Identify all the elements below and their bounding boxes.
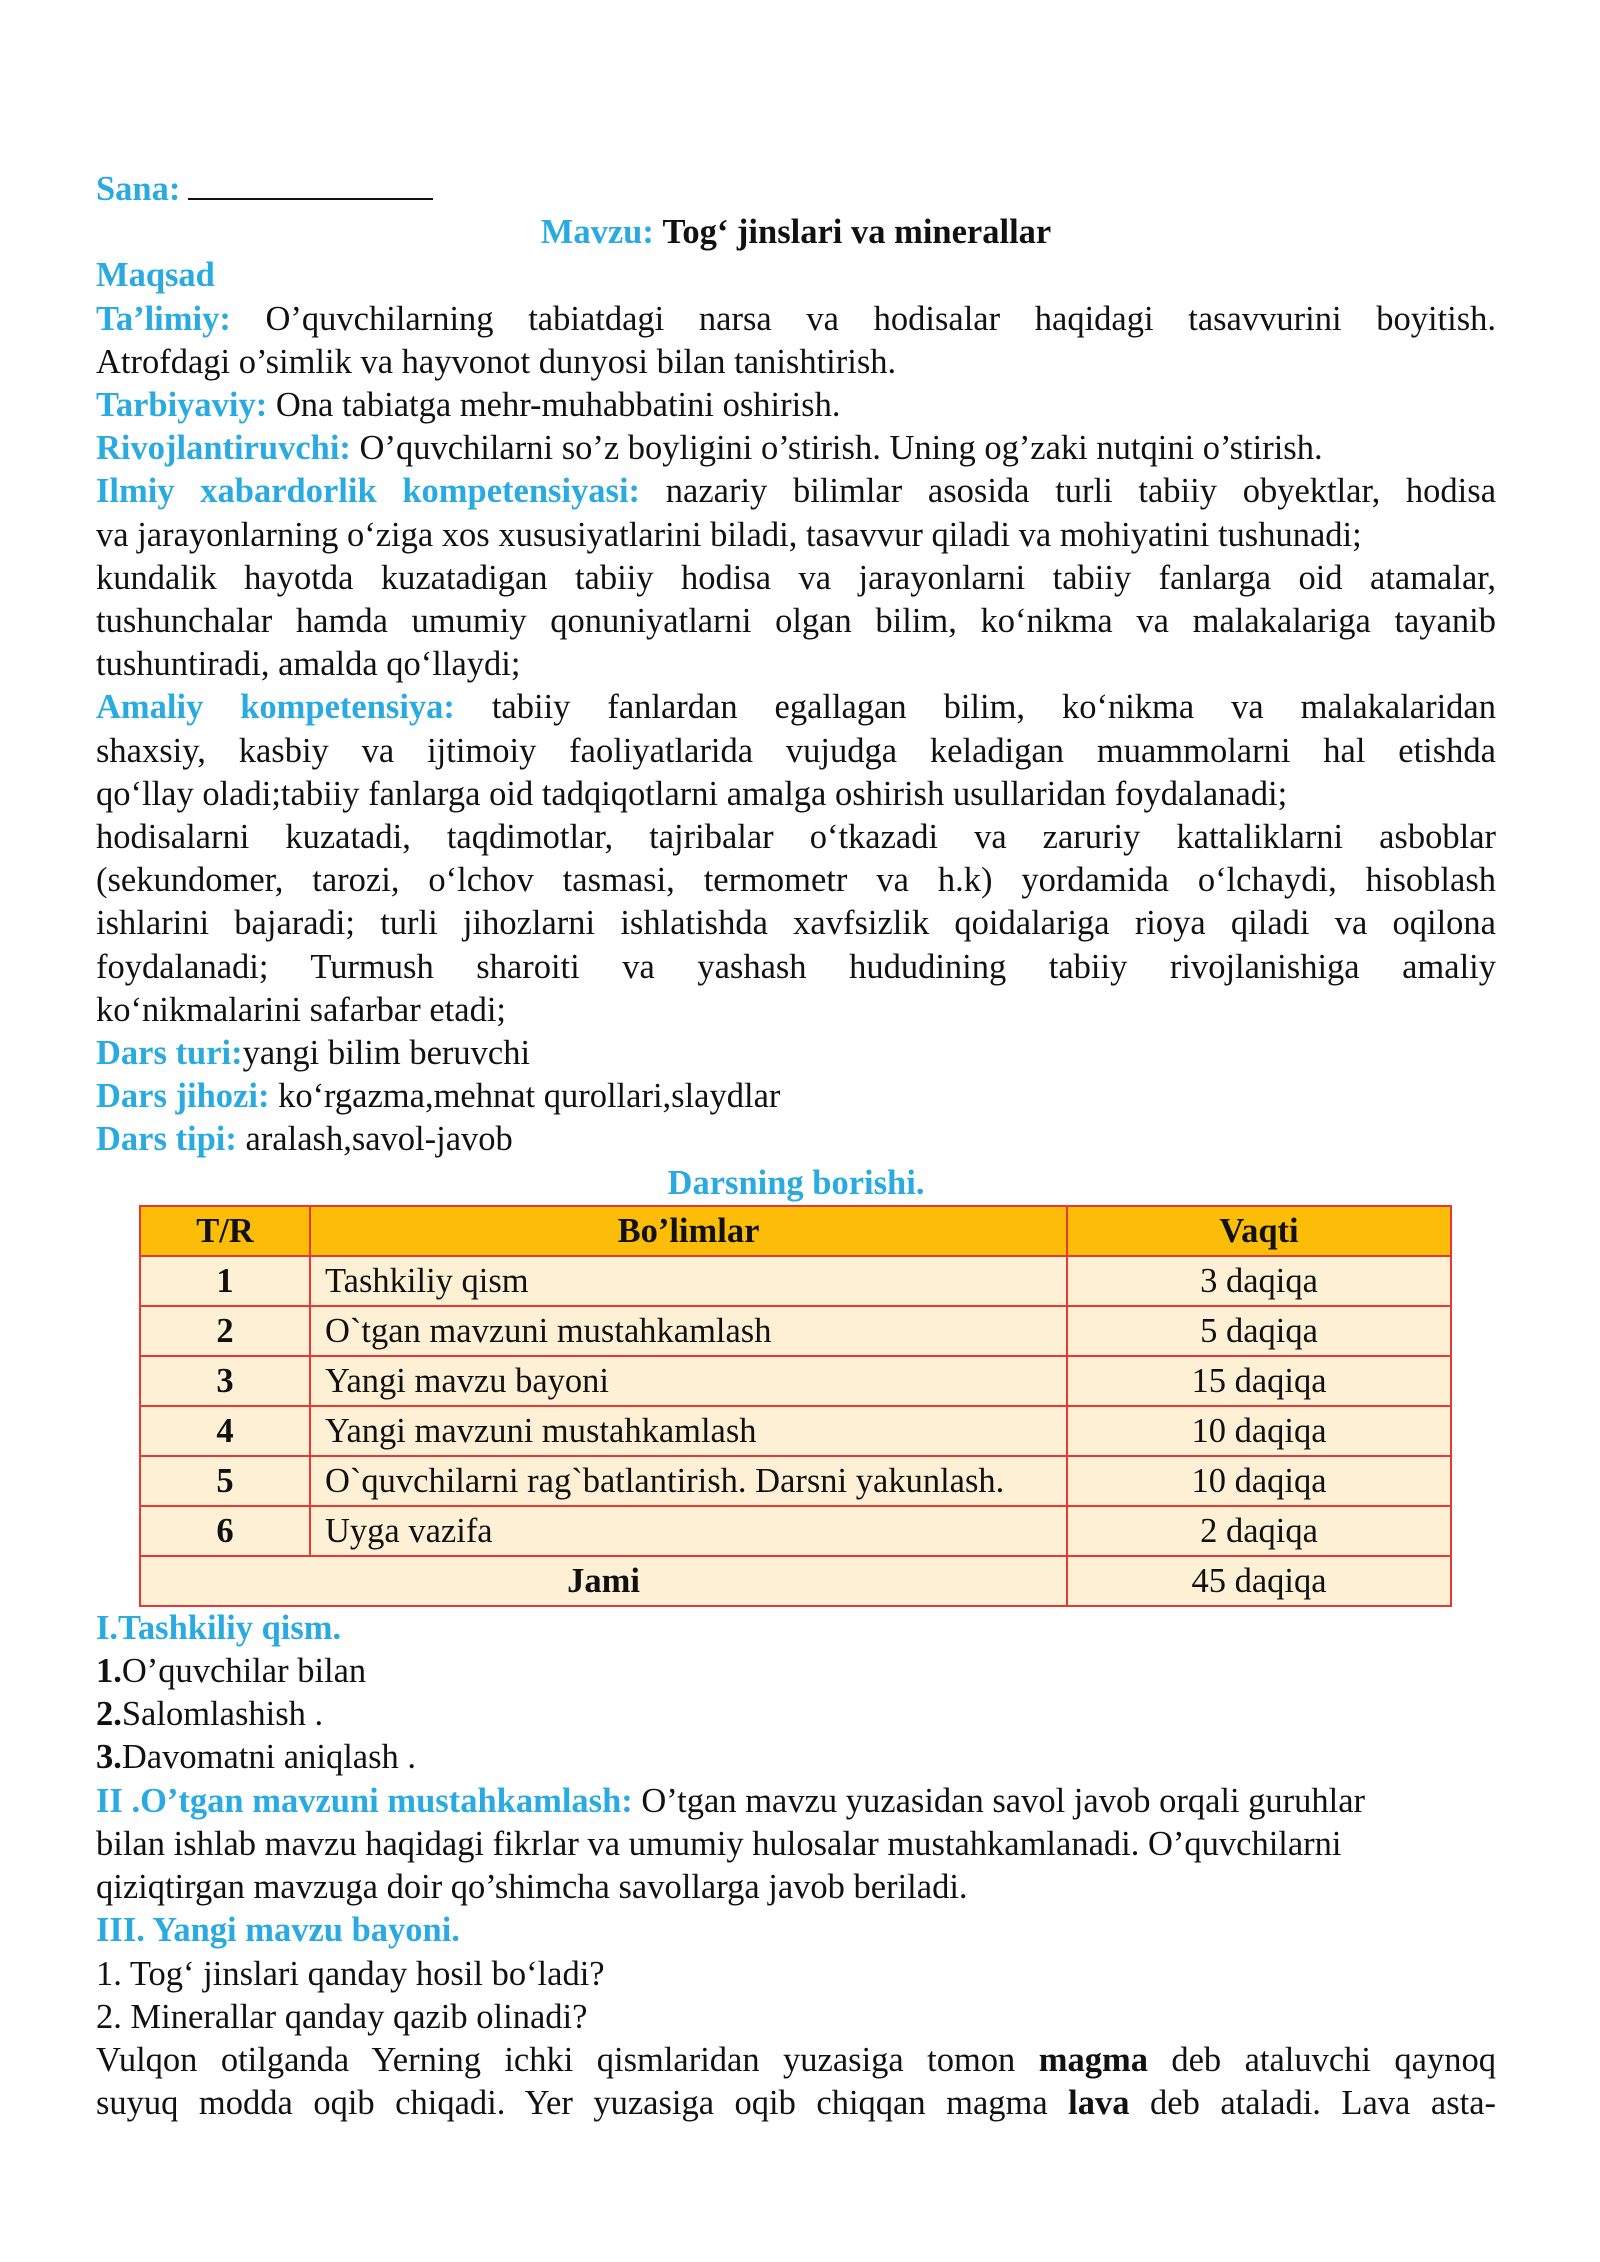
- lesson-type: [96, 1032, 1496, 1075]
- practical-competence-line-1: [96, 686, 1496, 729]
- total-label: Jami: [140, 1556, 1067, 1606]
- topic-line: [96, 211, 1496, 254]
- lesson-type-label: Dars turi:: [96, 1034, 243, 1073]
- row-number: 4: [140, 1406, 310, 1456]
- table-row: [140, 1306, 1451, 1356]
- upbringing-text: Ona tabiatga mehr-muhabbatini oshirish.: [275, 386, 841, 425]
- lesson-kind-text: aralash,savol-javob: [245, 1120, 513, 1159]
- row-section: Tashkiliy qism: [310, 1256, 1067, 1306]
- row-number: 2: [140, 1306, 310, 1356]
- row-number: 6: [140, 1506, 310, 1556]
- part2-line-2: bilan ishlab mavzu haqidagi fikrlar va umumiy hulosalar mustahkamlanadi. O’quvchilarni: [96, 1824, 1342, 1863]
- paragraph-text: Vulqon otilganda Yerning ichki qismlaridan yuzasiga tomon: [96, 2040, 1016, 2079]
- educational-goal-line-2: Atrofdagi o’simlik va hayvonot dunyosi bilan tanishtirish.: [96, 342, 897, 381]
- list-item-number: 2.: [96, 1695, 122, 1734]
- row-time: 10 daqiqa: [1067, 1406, 1451, 1456]
- table-row: [140, 1356, 1451, 1406]
- table-total-row: [140, 1556, 1451, 1606]
- list-item: [96, 1693, 1496, 1736]
- row-section: O`tgan mavzuni mustahkamlash: [310, 1306, 1067, 1356]
- lesson-flow-heading: Darsning borishi.: [667, 1163, 925, 1202]
- table-row: [140, 1506, 1451, 1556]
- paragraph-text: suyuq modda oqib chiqadi. Yer yuzasiga oqib chiqqan magma: [96, 2084, 1048, 2123]
- row-number: 5: [140, 1456, 310, 1506]
- list-item-text: Salomlashish .: [121, 1695, 324, 1734]
- row-section: O`quvchilarni rag`batlantirish. Darsni yakunlash.: [310, 1456, 1067, 1506]
- paragraph-text: deb ataladi. Lava asta-: [1150, 2084, 1497, 2123]
- practical-competence-line-6: ishlarini bajaradi; turli jihozlarni ishlatishda xavfsizlik qoidalariga rioya qiladi va oqilona: [96, 904, 1496, 943]
- science-competence-text: nazariy bilimlar asosida turli tabiiy obyektlar, hodisa: [665, 472, 1497, 511]
- upbringing-label: Tarbiyaviy:: [96, 386, 268, 425]
- lesson-equipment-text: ko‘rgazma,mehnat qurollari,slaydlar: [278, 1077, 781, 1116]
- row-time: 5 daqiqa: [1067, 1306, 1451, 1356]
- practical-competence-line-8: ko‘nikmalarini safarbar etadi;: [96, 990, 506, 1029]
- practical-competence-line-4: hodisalarni kuzatadi, taqdimotlar, tajribalar o‘tkazadi va zaruriy kattaliklarni asboblar: [96, 818, 1496, 857]
- lesson-equipment: [96, 1075, 1496, 1118]
- part2-heading: II .O’tgan mavzuni mustahkamlash:: [96, 1781, 633, 1820]
- paragraph-line-2: [96, 2082, 1496, 2125]
- row-time: 15 daqiqa: [1067, 1356, 1451, 1406]
- table-row: [140, 1456, 1451, 1506]
- practical-competence-text: tabiiy fanlardan egallagan bilim, ko‘nikma va malakalaridan: [491, 688, 1496, 727]
- practical-competence-line-7: foydalanadi; Turmush sharoiti va yashash hududining tabiiy rivojlanishiga amaliy: [96, 947, 1496, 986]
- column-header-section: Bo’limlar: [310, 1206, 1067, 1256]
- developmental-goal: [96, 427, 1496, 470]
- paragraph-text: deb ataluvchi qaynoq: [1171, 2040, 1496, 2079]
- row-time: 10 daqiqa: [1067, 1456, 1451, 1506]
- row-number: 1: [140, 1256, 310, 1306]
- upbringing-goal: [96, 384, 1496, 427]
- row-number: 3: [140, 1356, 310, 1406]
- science-competence-label: Ilmiy xabardorlik kompetensiyasi:: [96, 472, 641, 511]
- list-item-text: O’quvchilar bilan: [121, 1652, 367, 1691]
- educational-goal-line: [96, 298, 1496, 341]
- list-item: [96, 1736, 1496, 1779]
- lesson-kind-label: Dars tipi:: [96, 1120, 237, 1159]
- column-header-time: Vaqti: [1067, 1206, 1451, 1256]
- topic-title: Tog‘ jinslari va minerallar: [662, 213, 1052, 252]
- date-line: [96, 168, 1496, 211]
- column-header-number: T/R: [140, 1206, 310, 1256]
- developmental-text: O’quvchilarni so’z boyligini o’stirish. Uning og’zaki nutqini o’stirish.: [359, 429, 1323, 468]
- table-row: [140, 1256, 1451, 1306]
- science-competence-line-3: kundalik hayotda kuzatadigan tabiiy hodisa va jarayonlarni tabiiy fanlarga oid atamalar,: [96, 558, 1496, 597]
- row-time: 3 daqiqa: [1067, 1256, 1451, 1306]
- part3-heading: III. Yangi mavzu bayoni.: [96, 1911, 460, 1950]
- row-section: Yangi mavzu bayoni: [310, 1356, 1067, 1406]
- list-item-number: 3.: [96, 1738, 122, 1777]
- total-time: 45 daqiqa: [1067, 1556, 1451, 1606]
- practical-competence-line-5: (sekundomer, tarozi, o‘lchov tasmasi, termometr va h.k) yordamida o‘lchaydi, hisoblash: [96, 861, 1496, 900]
- lesson-equipment-label: Dars jihozi:: [96, 1077, 270, 1116]
- question-2: 2. Minerallar qanday qazib olinadi?: [96, 1997, 588, 2036]
- practical-competence-line-2: shaxsiy, kasbiy va ijtimoiy faoliyatlarida vujudga keladigan muammolarni hal etishda: [96, 731, 1496, 770]
- science-competence-line-2: va jarayonlarning o‘ziga xos xususiyatlarini biladi, tasavvur qiladi va mohiyatini tushunadi;: [96, 515, 1362, 554]
- term-lava: lava: [1068, 2084, 1130, 2123]
- row-time: 2 daqiqa: [1067, 1506, 1451, 1556]
- table-row: [140, 1406, 1451, 1456]
- part1-heading: I.Tashkiliy qism.: [96, 1608, 342, 1647]
- row-section: Uyga vazifa: [310, 1506, 1067, 1556]
- lesson-kind: [96, 1118, 1496, 1161]
- list-item-text: Davomatni aniqlash .: [121, 1738, 417, 1777]
- practical-competence-label: Amaliy kompetensiya:: [96, 688, 455, 727]
- date-label: Sana:: [96, 170, 181, 208]
- part2-line-1: [96, 1780, 1496, 1823]
- science-competence-line-5: tushuntiradi, amalda qo‘llaydi;: [96, 645, 521, 684]
- question-1: 1. Tog‘ jinslari qanday hosil bo‘ladi?: [96, 1954, 605, 1993]
- lesson-plan-table: [139, 1205, 1452, 1607]
- lesson-plan-page: [96, 168, 1496, 2125]
- science-competence-line-1: [96, 470, 1496, 513]
- term-magma: magma: [1038, 2040, 1148, 2079]
- educational-text: O’quvchilarning tabiatdagi narsa va hodisalar haqidagi tasavvurini boyitish.: [265, 299, 1497, 338]
- educational-label: Ta’limiy:: [96, 299, 231, 338]
- part2-line-3: qiziqtirgan mavzuga doir qo’shimcha savollarga javob beriladi.: [96, 1868, 968, 1907]
- science-competence-line-4: tushunchalar hamda umumiy qonuniyatlarni olgan bilim, ko‘nikma va malakalariga tayanib: [96, 602, 1496, 641]
- lesson-type-text: yangi bilim beruvchi: [242, 1034, 531, 1073]
- paragraph-line-1: [96, 2039, 1496, 2082]
- part2-text: O’tgan mavzu yuzasidan savol javob orqali guruhlar: [641, 1781, 1366, 1820]
- practical-competence-line-3: qo‘llay oladi;tabiiy fanlarga oid tadqiqotlarni amalga oshirish usullaridan foydalanadi;: [96, 774, 1288, 813]
- topic-label: Mavzu:: [540, 213, 654, 252]
- list-item: [96, 1650, 1496, 1693]
- table-header-row: [140, 1206, 1451, 1256]
- goals-heading: Maqsad: [96, 256, 215, 295]
- list-item-number: 1.: [96, 1652, 122, 1691]
- row-section: Yangi mavzuni mustahkamlash: [310, 1406, 1067, 1456]
- date-blank-field[interactable]: [188, 168, 433, 200]
- developmental-label: Rivojlantiruvchi:: [96, 429, 351, 468]
